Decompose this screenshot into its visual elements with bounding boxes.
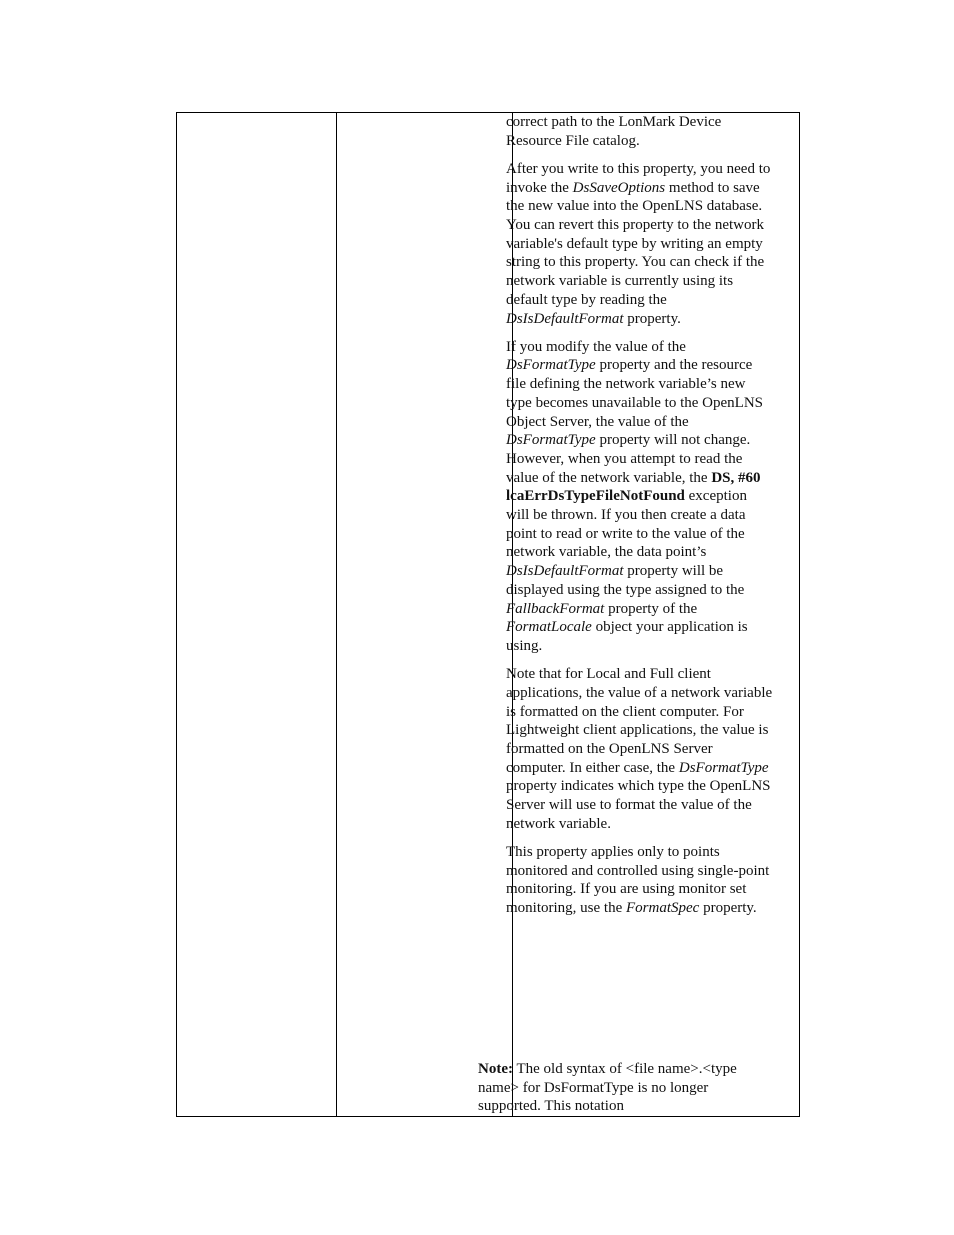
paragraph-client-formatting: Note that for Local and Full client applications, the value of a network variable is formatted on the client computer. For Lightweight client applications, the value is formatted on the OpenLNS Server computer. In either case, the DsFormatType property indicates which type the OpenLNS Server will use to format the value of the network variable. (506, 666, 773, 832)
paragraph-save-options: After you write to this property, you need to invoke the DsSaveOptions method to save the new value into the OpenLNS database. You can revert this property to the network variable's default type by writing an empty string to this property. You can check if the network variable is currently using its default type by reading the DsIsDefaultFormat property. (506, 160, 771, 327)
paragraph-single-point: This property applies only to points monitored and controlled using single-point monitoring. If you are using monitor set monitoring, use the FormatSpec property. (506, 844, 770, 917)
property-name: DsIsDefaultFormat (506, 563, 624, 580)
method-name: DsSaveOptions (572, 179, 666, 196)
object-name: FormatLocale (506, 619, 592, 636)
property-name: DsFormatType (506, 357, 596, 374)
property-name: FormatSpec (626, 900, 700, 917)
description-cell (506, 113, 774, 927)
paragraph-resource-unavailable: If you modify the value of the DsFormatType property and the resource file defining the network variable’s new type becomes unavailable to the OpenLNS Object Server, the value of the DsFormatType property will not change. However, when you attempt to read the value of the network variable, the DS, #60 lcaErrDsTypeFileNotFound exception will be thrown. If you then create a data point to read or write to the value of the network variable, the data point’s DsIsDefaultFormat property will be displayed using the type assigned to the FallbackFormat property of the FormatLocale object your application is using. (506, 338, 764, 654)
property-name: FallbackFormat (506, 600, 605, 617)
paragraph-catalog-path: correct path to the LonMark Device Resource File catalog. (506, 114, 722, 149)
property-name: DsFormatType (506, 432, 596, 449)
property-name: DsIsDefaultFormat (506, 310, 624, 327)
column-divider (336, 113, 337, 1116)
note-paragraph: Note: The old syntax of <file name>.<type name> for DsFormatType is no longer supported. This notation (478, 1061, 737, 1115)
property-name: DsFormatType (678, 759, 769, 776)
note-label: Note: (478, 1061, 513, 1077)
error-code: DS, #60 lcaErrDsTypeFileNotFound (506, 469, 761, 505)
